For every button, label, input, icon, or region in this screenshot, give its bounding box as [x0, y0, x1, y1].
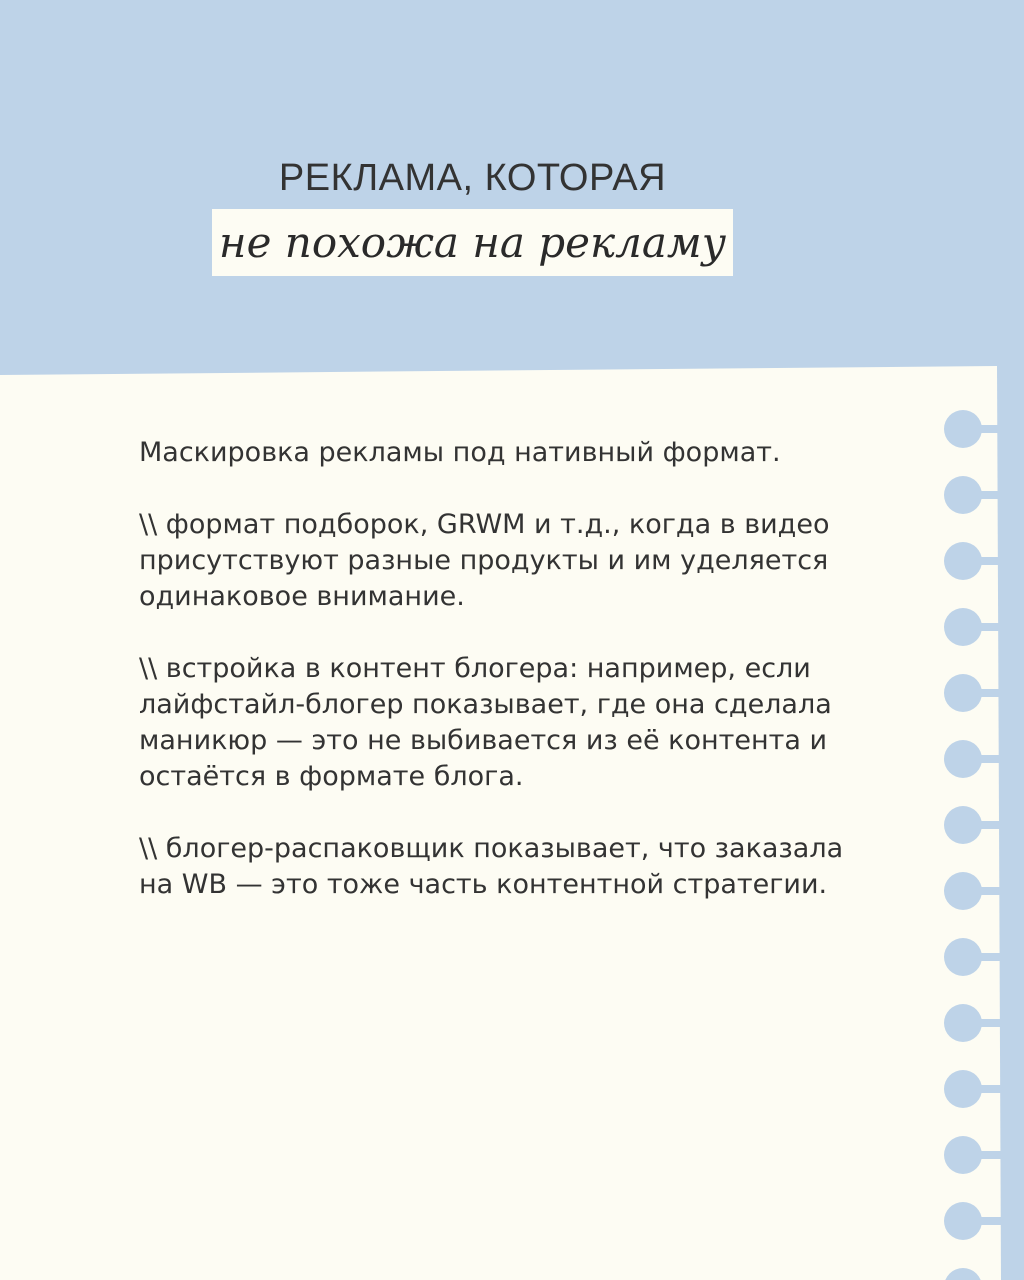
spiral-ring-stem: [972, 425, 1002, 433]
spiral-ring-stem: [972, 491, 1002, 499]
spiral-ring-stem: [972, 1019, 1002, 1027]
spiral-ring-stem: [972, 623, 1002, 631]
spiral-ring-stem: [972, 953, 1002, 961]
spiral-ring-stem: [972, 1085, 1002, 1093]
backslash-marker: \\: [139, 653, 158, 684]
headline-uppercase: РЕКЛАМА, КОТОРАЯ: [278, 157, 667, 199]
spiral-ring-stem: [972, 887, 1002, 895]
backslash-marker: \\: [139, 509, 158, 540]
headline-italic: не похожа на рекламу: [218, 218, 727, 267]
spiral-ring-stem: [972, 755, 1002, 763]
paragraph-intro: [139, 435, 879, 471]
paragraph-point: [139, 831, 879, 903]
spiral-ring-icon: [944, 1268, 982, 1280]
paragraph-text: встройка в контент блогера: например, если лайфстайл-блогер показывает, где она сделала маникюр — это не выбивается из её контента и остаётся в формате блога.: [139, 653, 832, 792]
paragraph-text: формат подборок, GRWM и т.д., когда в видео присутствуют разные продукты и им уделяется одинаковое внимание.: [139, 509, 830, 612]
spiral-ring-stem: [972, 557, 1002, 565]
paragraph-point: [139, 507, 879, 615]
backslash-marker: \\: [139, 833, 158, 864]
paragraph-text: блогер-распаковщик показывает, что заказала на WB — это тоже часть контентной стратегии.: [139, 833, 844, 900]
spiral-ring-stem: [972, 1151, 1002, 1159]
paragraph-text: Маскировка рекламы под нативный формат.: [139, 437, 781, 468]
spiral-binding-icon: [944, 405, 1024, 1280]
body-text: [139, 435, 879, 939]
spiral-ring-stem: [972, 1217, 1002, 1225]
paragraph-point: [139, 651, 879, 795]
spiral-ring-stem: [972, 821, 1002, 829]
spiral-ring-stem: [972, 689, 1002, 697]
